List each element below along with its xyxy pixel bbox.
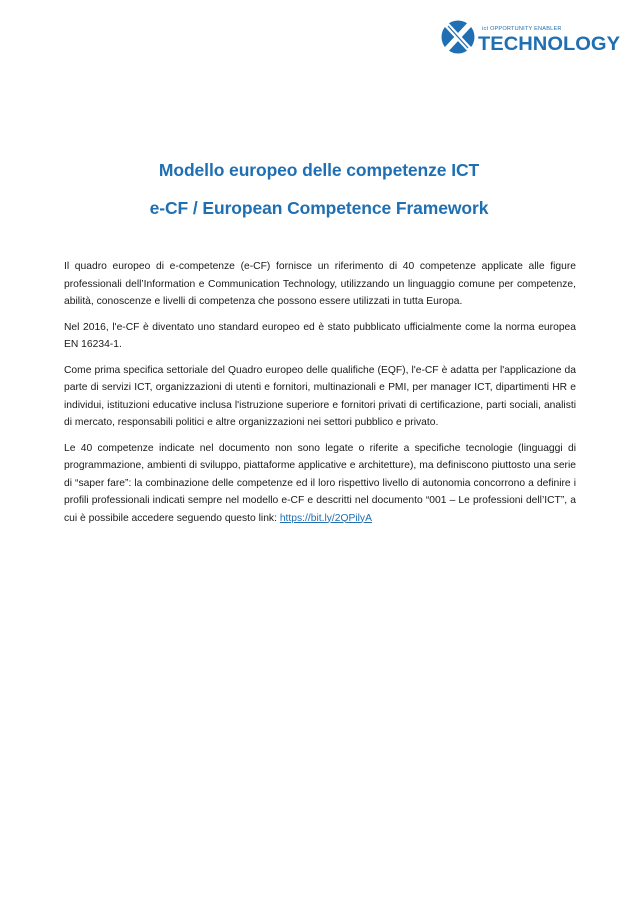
x-logo-icon xyxy=(442,21,475,54)
document-body xyxy=(64,258,576,535)
paragraph-standard: Nel 2016, l'e-CF è diventato uno standard europeo ed è stato pubblicato ufficialmente come la norma europea EN 16234-1. xyxy=(64,321,576,350)
document-header xyxy=(0,158,638,220)
paragraph-competences-text: Le 40 competenze indicate nel documento non sono legate o riferite a specifiche tecnologie (linguaggi di programmazione, ambienti di sviluppo, piattaforme applicative e architetture), ma definiscono piuttosto una serie di “saper fare”: la combinazione delle competenze ed il loro rispettivo livello di autonomia concorrono a definire i profili professionali indicati sempre nel modello e-CF e descritti nel documento “001 – Le professioni dell’ICT”, a cui è possibile accedere seguendo questo link: xyxy=(64,442,576,524)
logo-wordmark: TECHNOLOGY xyxy=(478,34,621,55)
paragraph-eqf: Come prima specifica settoriale del Quadro europeo delle qualifiche (EQF), l'e-CF è adatta per l'applicazione da parte di servizi ICT, organizzazioni di utenti e fornitori, multinazionali e PMI, per manager ICT, dipartimenti HR e individui, istituzioni educative inclusa l'istruzione superiore e fornitori privati di certificazione, parti sociali, analisti di mercato, responsabili politici e altre organizzazioni nei settori pubblico e privato. xyxy=(64,364,576,428)
logo-tagline: ict OPPORTUNITY ENABLER xyxy=(482,26,562,32)
paragraph-competences xyxy=(64,440,576,528)
document-subtitle: e-CF / European Competence Framework xyxy=(149,198,489,218)
paragraph-intro: Il quadro europeo di e-competenze (e-CF) fornisce un riferimento di 40 competenze applicate alle figure professionali dell’Information e Communication Technology, utilizzando un linguaggio comune per competenze, abilità, conoscenze e livelli di competenza che possono essere utilizzati in tutta Europa. xyxy=(64,261,576,307)
document-title: Modello europeo delle competenze ICT xyxy=(158,160,480,180)
technology-logo xyxy=(438,18,622,56)
document-link[interactable]: https://bit.ly/2QPilyA xyxy=(279,512,372,524)
